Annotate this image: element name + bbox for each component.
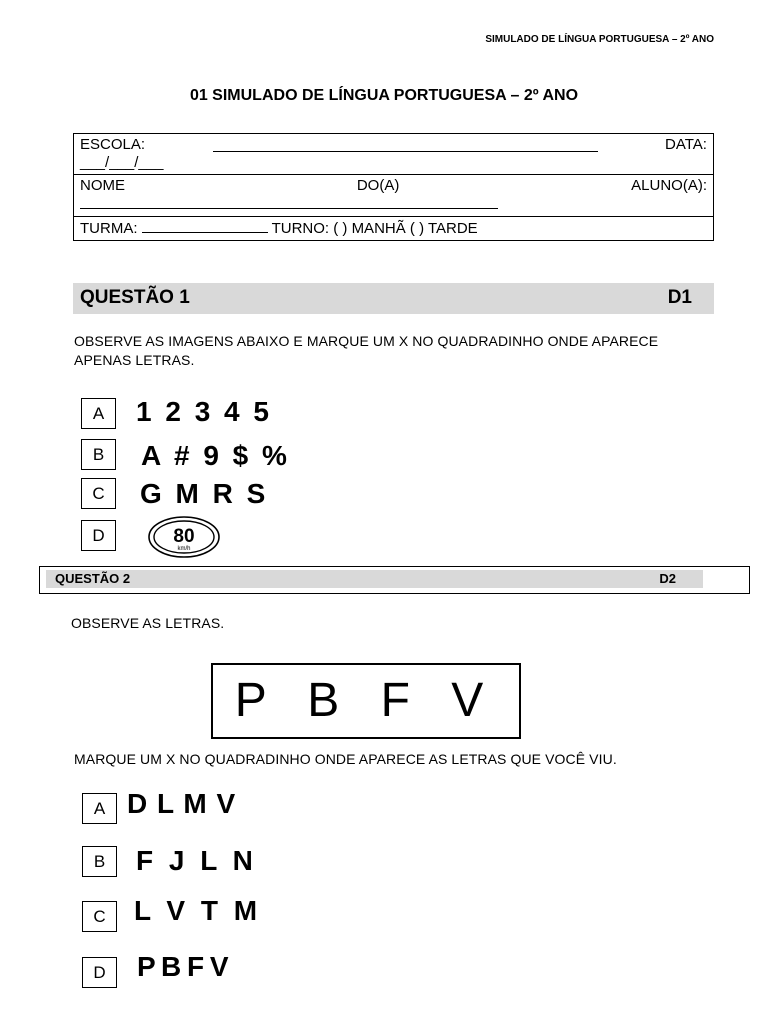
running-header: SIMULADO DE LÍNGUA PORTUGUESA – 2º ANO <box>485 34 714 45</box>
speed-limit-number: 80 <box>173 526 195 547</box>
q1-option-c-checkbox[interactable]: C <box>81 478 116 509</box>
turma-blank[interactable] <box>142 219 268 233</box>
speed-limit-unit: km/h <box>177 546 191 552</box>
nome-blank[interactable] <box>80 195 498 209</box>
speed-limit-sign-icon <box>147 515 221 559</box>
nome-label: NOME <box>80 177 125 194</box>
date-blanks[interactable]: ___/___/___ <box>80 154 164 171</box>
q2-option-a-text: D L M V <box>127 788 237 819</box>
question-2-instruction-2: MARQUE UM X NO QUADRADINHO ONDE APARECE AS LETRAS QUE VOCÊ VIU. <box>74 751 617 767</box>
escola-label: ESCOLA: <box>80 136 146 153</box>
turma-row <box>74 217 714 241</box>
q1-option-d-checkbox[interactable]: D <box>81 520 116 551</box>
instruction-line: APENAS LETRAS. <box>74 352 195 368</box>
student-info-table <box>73 133 714 241</box>
aluno-label: ALUNO(A): <box>631 177 707 194</box>
q1-option-b-checkbox[interactable]: B <box>81 439 116 470</box>
turma-label: TURMA: <box>80 220 138 237</box>
question-1-title: QUESTÃO 1 <box>80 287 190 308</box>
doa-label: DO(A) <box>356 177 400 194</box>
escola-row <box>74 134 714 175</box>
question-1-header <box>73 283 714 314</box>
data-label: DATA: <box>665 136 707 153</box>
q2-option-a-checkbox[interactable]: A <box>82 793 117 824</box>
nome-row <box>74 175 714 217</box>
question-2-title: QUESTÃO 2 <box>55 571 131 586</box>
q2-option-b-checkbox[interactable]: B <box>82 846 117 877</box>
page-title: 01 SIMULADO DE LÍNGUA PORTUGUESA – 2º ANO <box>189 87 579 104</box>
q1-option-a-text: 1 2 3 4 5 <box>136 396 272 427</box>
escola-blank[interactable] <box>213 138 598 152</box>
turno-label[interactable]: TURNO: ( ) MANHÃ ( ) TARDE <box>271 220 478 237</box>
q1-option-a-checkbox[interactable]: A <box>81 398 116 429</box>
q2-option-b-text: F J L N <box>136 845 257 876</box>
q2-option-c-text: L V T M <box>134 895 262 926</box>
instruction-line: OBSERVE AS IMAGENS ABAIXO E MARQUE UM X NO QUADRADINHO ONDE APARECE <box>74 333 659 349</box>
question-2-instruction: OBSERVE AS LETRAS. <box>71 615 225 631</box>
q2-option-d-checkbox[interactable]: D <box>82 957 117 988</box>
question-1-instruction <box>74 332 658 370</box>
question-2-descriptor: D2 <box>659 571 676 586</box>
q1-option-b-text: A # 9 $ % <box>141 440 290 471</box>
q2-option-c-checkbox[interactable]: C <box>82 901 117 932</box>
q1-option-c-text: G M R S <box>140 478 269 509</box>
question-2-header <box>46 570 703 588</box>
q2-option-d-text: P B F V <box>137 951 229 982</box>
letters-display-box: P B F V <box>211 663 521 739</box>
question-1-descriptor: D1 <box>667 287 692 308</box>
